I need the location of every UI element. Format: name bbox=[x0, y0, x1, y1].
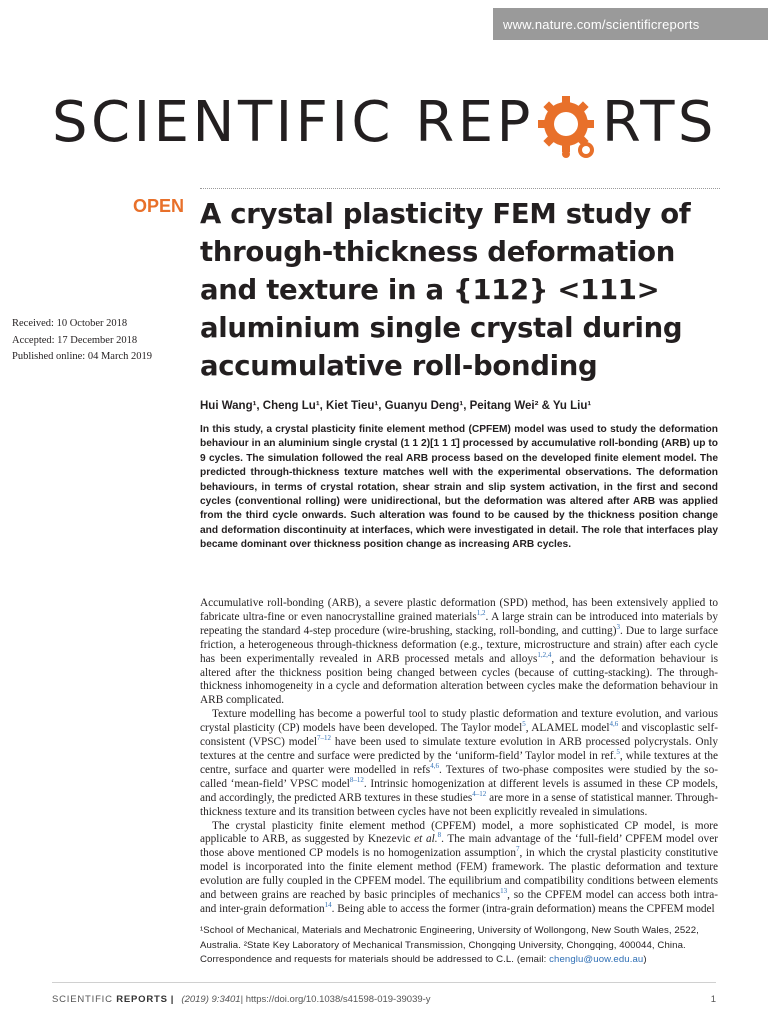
citation-link[interactable]: 8 bbox=[437, 831, 442, 840]
footer-divider bbox=[52, 982, 716, 983]
citation-link[interactable]: 4,6 bbox=[609, 720, 619, 729]
page-number: 1 bbox=[710, 993, 716, 1005]
citation-link[interactable]: 5 bbox=[522, 720, 526, 729]
accepted-date: Accepted: 17 December 2018 bbox=[12, 334, 138, 346]
citation-link[interactable]: 13 bbox=[500, 887, 508, 896]
article-dates bbox=[12, 316, 192, 366]
article-body bbox=[200, 597, 718, 917]
citation-link[interactable]: 7 bbox=[515, 845, 520, 854]
header-divider bbox=[200, 188, 720, 189]
footer-journal-name: SCIENTIFIC REPORTS bbox=[52, 993, 168, 1005]
journal-masthead bbox=[52, 82, 732, 162]
open-access-label: OPEN bbox=[132, 196, 184, 216]
citation-link[interactable]: 7–12 bbox=[316, 734, 331, 743]
footer-separator: | bbox=[170, 993, 174, 1005]
gear-logo-icon bbox=[536, 96, 600, 160]
page-footer bbox=[52, 992, 716, 1006]
footer-doi-link[interactable]: | https://doi.org/10.1038/s41598-019-39039-y bbox=[240, 993, 431, 1005]
masthead-right-text: RTS bbox=[601, 89, 717, 155]
citation-link[interactable]: 4–12 bbox=[472, 789, 487, 798]
citation-link[interactable]: 4,6 bbox=[430, 762, 439, 771]
citation-link[interactable]: 1,2,4 bbox=[537, 650, 552, 659]
received-date: Received: 10 October 2018 bbox=[12, 318, 128, 329]
body-paragraph-3: The crystal plasticity finite element method (CPFEM) model, a more sophisticated CP model, is more applicable to ARB, as suggested by Knezevic et al.$^8$. The main advantage of the ‘full-field’ CPFEM model over those above mentioned CP models is no homogenization assumption$^7$, in which the crystal plasticity constitutive model is incorporated into the finite element method (FEM) framework. The plastic deformation and texture evolution are fully coupled in the CPFEM model. The equilibrium and compatibility conditions between elements and between grains are reached by basic principles of mechanics$^{13}$, so the CPFEM model can access both intra- and inter-grain deformation$^{14}$. Being able to access the former (intra-grain deformation) means the CPFEM model bbox=[200, 819, 718, 915]
footer-citation: (2019) 9:3401 bbox=[181, 993, 241, 1005]
correspondence-email-link[interactable]: chenglu@uow.edu.au bbox=[549, 954, 644, 966]
affiliations: ¹School of Mechanical, Materials and Mechatronic Engineering, University of Wollongong, New South Wales, 2522, Australia. ²State Key Laboratory of Mechanical Transmission, Chongqing University, Chongqing, 400044, China. Correspondence and requests for materials should be addressed to C.L. (email: chenglu@uow.edu.au) bbox=[200, 925, 699, 966]
citation-link[interactable]: 1,2 bbox=[476, 609, 486, 618]
citation-link[interactable]: 8–12 bbox=[349, 776, 364, 785]
journal-url[interactable]: www.nature.com/scientificreports bbox=[493, 8, 768, 40]
abstract: In this study, a crystal plasticity finite element method (CPFEM) model was used to study the deformation behaviour in an aluminium single crystal (1 1 2)[1 1 1̄] processed by accumulative roll-bonding (ARB) up to 9 cycles. The simulation followed the real ARB process based on the developed finite element model. The predicted through-thickness texture matches well with the experimental observations. The deformation behaviours, in terms of crystal rotation, shear strain and slip system activation, in the first and second cycles (conventional rolling) were unidirectional, but the deformation was altered after ARB was applied from the third cycle onwards. Such alteration was found to be caused by the thickness position change and deformation discontinuity at interfaces, which were investigated in detail. The role that interfaces play became dominant over thickness position change as increasing ARB cycles. bbox=[200, 424, 718, 551]
published-date: Published online: 04 March 2019 bbox=[12, 351, 152, 362]
body-paragraph-1: Accumulative roll-bonding (ARB), a severe plastic deformation (SPD) method, has been extensively applied to fabricate ultra-fine or even nanocrystalline grained materials$^{1,2}$. A large strain can be introduced into materials by repeating the standard 4-step procedure (wire-brushing, stacking, roll-bonding, and cutting)$^3$. Due to large surface friction, a heterogeneous through-thickness deformation (e.g., texture, microstructure and strain) after each cycle has been experimentally revealed in ARB processed metals and alloys$^{1,2,4}$, and the deformation behaviour is altered after the thickness position being changed between cycles (because of cutting-stacking). The through-thickness inhomogeneity in a cycle and deformation alteration between cycles make the deformation behaviour in ARB complicated. bbox=[200, 597, 718, 707]
author-list: Hui Wang¹, Cheng Lu¹, Kiet Tieu¹, Guanyu Deng¹, Peitang Wei² & Yu Liu¹ bbox=[200, 400, 592, 412]
article-title: A crystal plasticity FEM study of through-thickness deformation and texture in a {112} <111> aluminium single crystal during accumulative roll-bonding bbox=[200, 198, 691, 382]
body-paragraph-2: Texture modelling has become a powerful tool to study plastic deformation and texture evolution, and various crystal plasticity (CP) models have been developed. The Taylor model$^5$, ALAMEL model$^{4,6}$ and viscoplastic self-consistent (VPSC) model$^{7-12}$ have been used to simulate texture evolution in ARB processed polycrystals. Only textures at the centre and surface were predicted by the ‘uniform-field’ Taylor model in ref.$^5$, while textures at the centre, surface and quarter were modelled in refs$^{4,6}$. Textures of two-phase composites were studied by the so-called ‘mean-field’ VPSC model$^{8-12}$. Intrinsic homogenization at different levels is assumed in these CP models, and accordingly, the predicted ARB textures in these studies$^{4-12}$ are more in a sense of statistical manner. Through-thickness texture and its transition between cycles have not been explicitly revealed in simulations. bbox=[200, 708, 719, 818]
citation-link[interactable]: 3 bbox=[616, 623, 620, 632]
masthead-left-text: SCIENTIFIC REP bbox=[52, 89, 534, 155]
citation-link[interactable]: 14 bbox=[324, 901, 332, 910]
citation-link[interactable]: 5 bbox=[616, 748, 620, 757]
